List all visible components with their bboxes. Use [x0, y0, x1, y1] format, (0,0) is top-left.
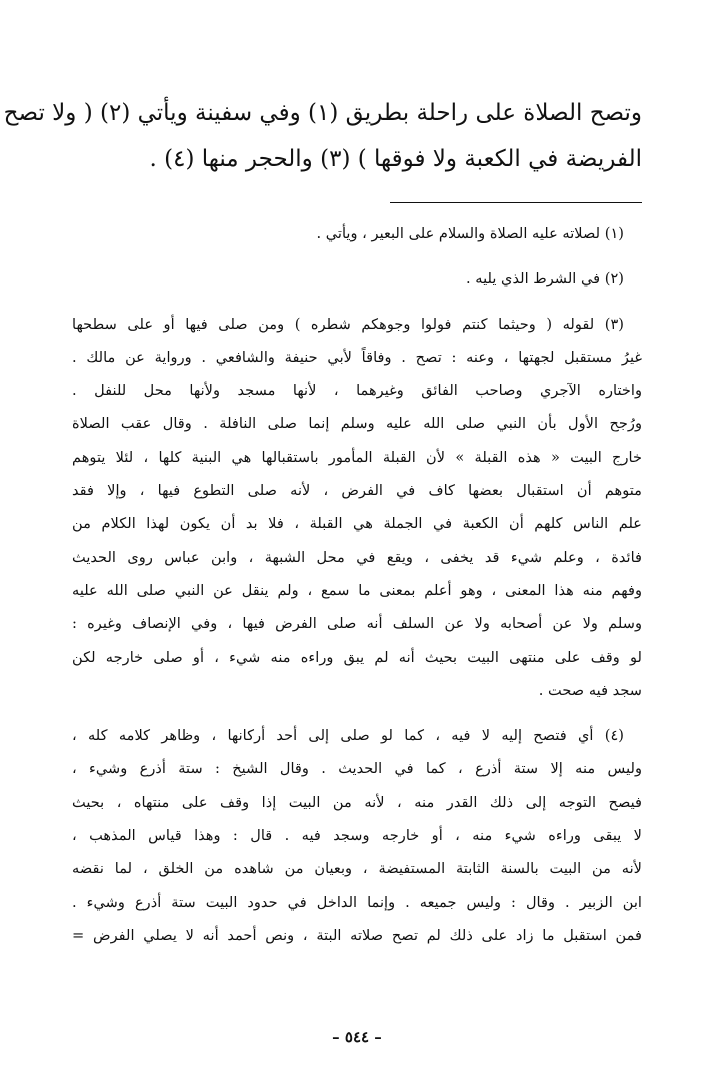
footnote-line: سجد فيه صحت .: [538, 681, 642, 699]
footnote-separator: [390, 202, 642, 203]
footnote-line: فيصح التوجه إلى ذلك القدر منه ، لأنه من البيت إذا وقف على منتهاه ، بحيث: [72, 793, 642, 811]
footnote-line: (٣) لقوله ( وحيثما كنتم فولوا وجوهكم شطره ) ومن صلى فيها أو على سطحها: [72, 315, 624, 333]
footnote-line: (٤) أي فتصح إليه لا فيه ، كما لو صلى إلى أحد أركانها ، وظاهر كلامه كله ،: [72, 727, 624, 745]
footnote-line: (١) لصلاته عليه الصلاة والسلام على البعير ، ويأتي .: [316, 225, 624, 242]
footnote-line: فمن استقبل ما زاد على ذلك لم تصح صلاته البتة ، ونص أحمد أنه لا يصلي الفرض =: [72, 926, 642, 944]
footnote-line: لا يبقى وراءه شيء منه ، أو خارجه وسجد فيه . قال : وهذا قياس المذهب ،: [72, 827, 642, 845]
footnote-line: ابن الزبير . وقال : وليس جميعه . وإنما الداخل في حدود البيت ستة أذرع وشيء .: [72, 893, 642, 911]
footnotes: [72, 217, 642, 952]
main-text: [3, 90, 642, 182]
footnote-line: لو وقف على منتهى البيت بحيث أنه لم يبق وراءه منه شيء ، أو صلى خارجه لكن: [72, 648, 642, 666]
footnote-line: لأنه من البيت بالسنة الثابتة المستفيضة ، وبعيان من شاهده من الخلق ، لما نقضه: [72, 860, 642, 878]
page-number: – ٥٤٤ –: [332, 1028, 382, 1046]
main-text-line: وتصح الصلاة على راحلة بطريق (١) وفي سفينة ويأتي (٢) ( ولا تصح: [3, 100, 642, 126]
footnote-3: [72, 308, 642, 708]
footnote-line: (٢) في الشرط الذي يليه .: [466, 270, 624, 288]
footnote-line: وفهم منه هذا المعنى ، وهو أعلم بمعنى ما سمع ، ولم ينقل عن النبي صلى الله عليه: [72, 581, 642, 599]
footnote-line: وسلم ولا عن أصحابه ولا عن السلف أنه صلى الفرض فيها ، وفي الإنصاف وغيره :: [72, 615, 642, 633]
footnote-line: غيرُ مستقبل لجهتها ، وعنه : تصح . وفاقاً لأبي حنيفة والشافعي . ورواية عن مالك .: [72, 348, 642, 366]
footnote-line: وليس منه إلا ستة أذرع ، كما في الحديث . وقال الشيخ : ستة أذرع وشيء ،: [72, 760, 642, 778]
footnote-line: متوهم أن استقبال بعضها كاف في الفرض ، لأنه صلى التطوع فيها ، وإلا فقد: [72, 482, 642, 500]
footnote-line: فائدة ، وعلم شيء قد يخفى ، ويقع في محل الشبهة ، وابن عباس روى الحديث: [72, 548, 642, 566]
footnote-1: [72, 217, 642, 250]
footnote-line: واختاره الآجري وصاحب الفائق وغيرهما ، لأنها مسجد ولأنها محل للنفل .: [72, 382, 642, 400]
footnote-4: [72, 719, 642, 952]
footnote-line: ورُجح الأول بأن النبي صلى الله عليه وسلم إنما صلى النافلة . وقال عقب الصلاة: [72, 415, 642, 433]
footnote-line: علم الناس كلهم أن الكعبة في الجملة هي القبلة ، فلا بد أن يكون لهذا الكلام من: [72, 515, 642, 533]
footnote-2: [72, 262, 642, 295]
main-text-line: الفريضة في الكعبة ولا فوقها ) (٣) والحجر منها (٤) .: [149, 146, 642, 172]
footnote-line: خارج البيت « هذه القبلة » لأن القبلة المأمور باستقبالها هي البنية كلها ، لئلا يتوهم: [72, 448, 642, 466]
